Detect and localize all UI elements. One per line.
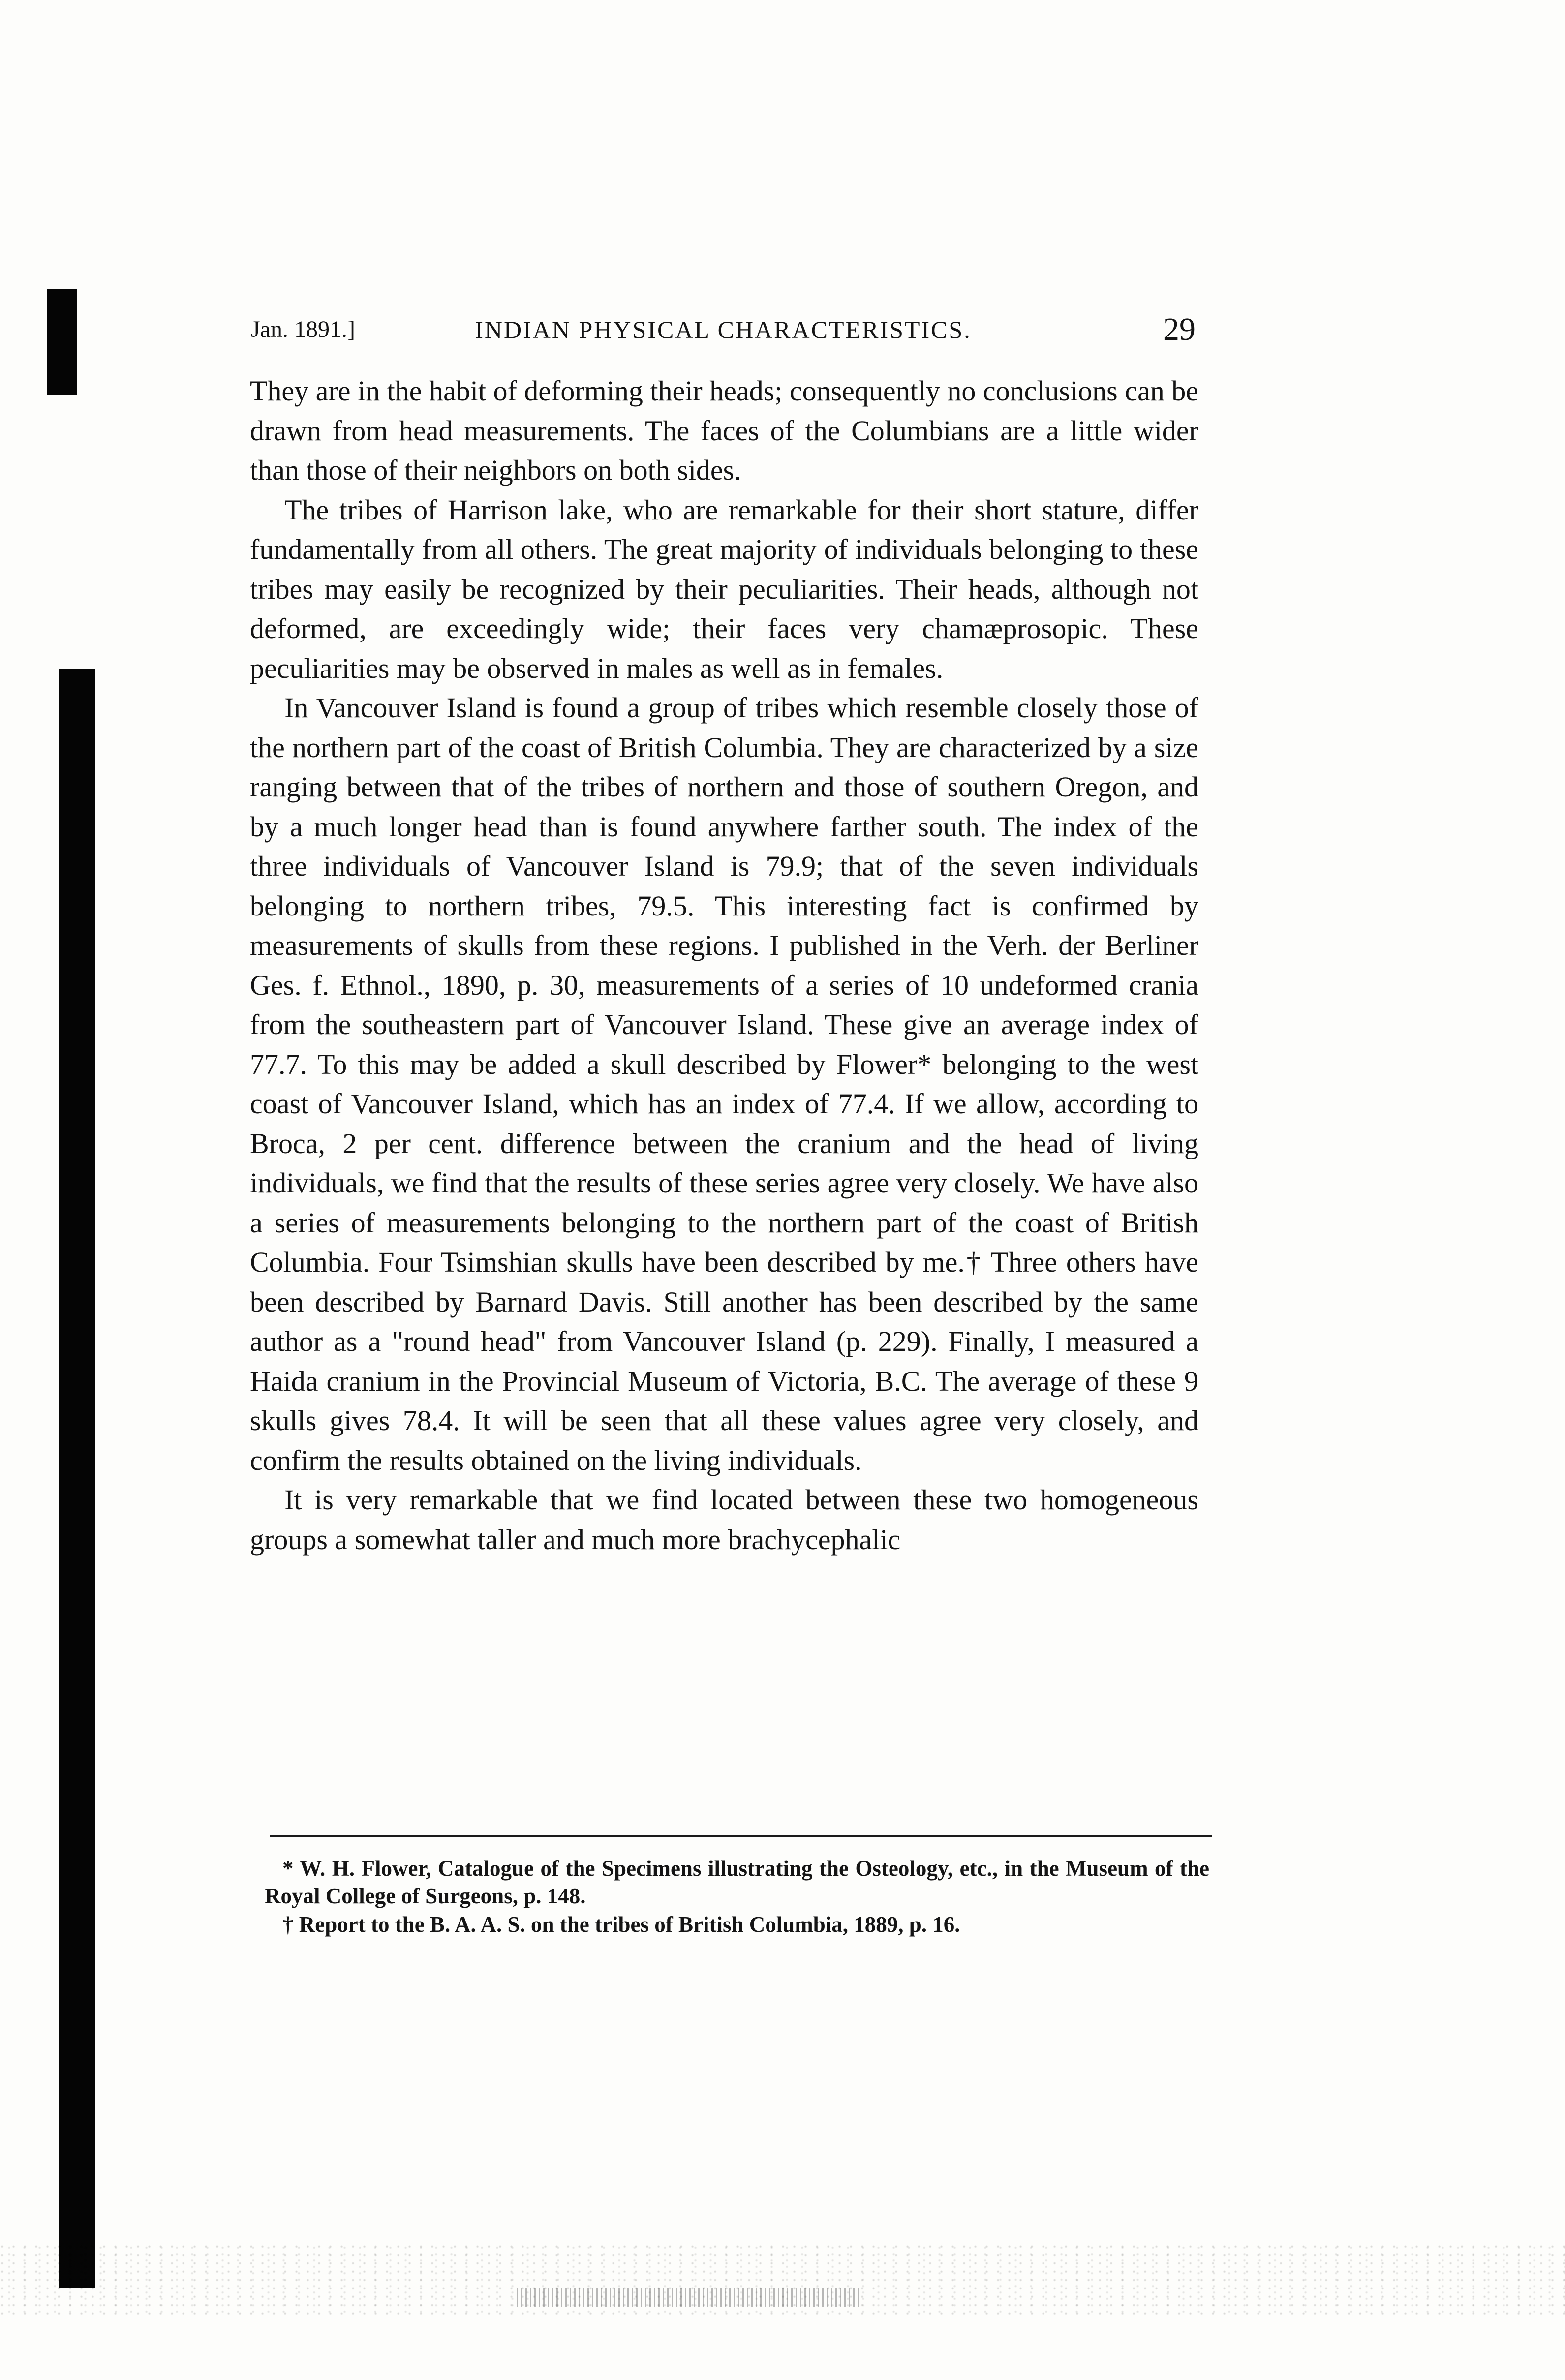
scan-noise-strip (517, 2288, 861, 2307)
header-title: INDIAN PHYSICAL CHARACTERISTICS. (475, 316, 972, 343)
page-number: 29 (1163, 311, 1196, 347)
body-text (250, 371, 1198, 1559)
paragraph-3: In Vancouver Island is found a group of tribes which resemble closely those of the northern part of the coast of British Columbia. They are characterized by a size ranging between that of the tribes of northern and those of southern Oregon, and by a much longer head than is found anywhere farther south. The index of the three individuals of Vancouver Island is 79.9; that of the seven individuals belonging to northern tribes, 79.5. This interesting fact is confirmed by measurements of skulls from these regions. I published in the Verh. der Berliner Ges. f. Ethnol., 1890, p. 30, measurements of a series of 10 undeformed crania from the southeastern part of Vancouver Island. These give an average index of 77.7. To this may be added a skull described by Flower* belonging to the west coast of Vancouver Island, which has an index of 77.4. If we allow, according to Broca, 2 per cent. difference between the cranium and the head of living individuals, we find that the results of these series agree very closely. We have also a series of measurements belonging to the northern part of the coast of British Columbia. Four Tsimshian skulls have been described by me.† Three others have been described by Barnard Davis. Still another has been described by the same author as a "round head" from Vancouver Island (p. 229). Finally, I measured a Haida cranium in the Provincial Museum of Victoria, B.C. The average of these 9 skulls gives 78.4. It will be seen that all these values agree very closely, and confirm the results obtained on the living individuals. (250, 692, 1198, 1476)
footnote-1: * W. H. Flower, Catalogue of the Specimens illustrating the Osteology, etc., in the Museum of the Royal College of Surgeons, p. 148. (265, 1856, 1209, 1908)
paragraph-4: It is very remarkable that we find located between these two homogeneous groups a somewhat taller and much more brachycephalic (250, 1484, 1198, 1556)
header-date: Jan. 1891.] (251, 316, 355, 342)
scan-binding-edge (59, 669, 95, 2288)
paragraph-1: They are in the habit of deforming their heads; consequently no conclusions can be drawn from head measurements. The faces of the Columbians are a little wider than those of their neighbors on both sides. (250, 375, 1198, 486)
paragraph-2: The tribes of Harrison lake, who are remarkable for their short stature, differ fundamentally from all others. The great majority of individuals belonging to these tribes may easily be recognized by their peculiarities. Their heads, although not deformed, are exceedingly wide; their faces very chamæprosopic. These peculiarities may be observed in males as well as in females. (250, 493, 1198, 684)
scan-binding-edge-top (47, 289, 77, 395)
footnote-2: † Report to the B. A. A. S. on the tribes of British Columbia, 1889, p. 16. (282, 1912, 960, 1937)
footnote-rule (270, 1835, 1212, 1837)
running-header (251, 307, 1196, 352)
footnotes (265, 1855, 1209, 1939)
